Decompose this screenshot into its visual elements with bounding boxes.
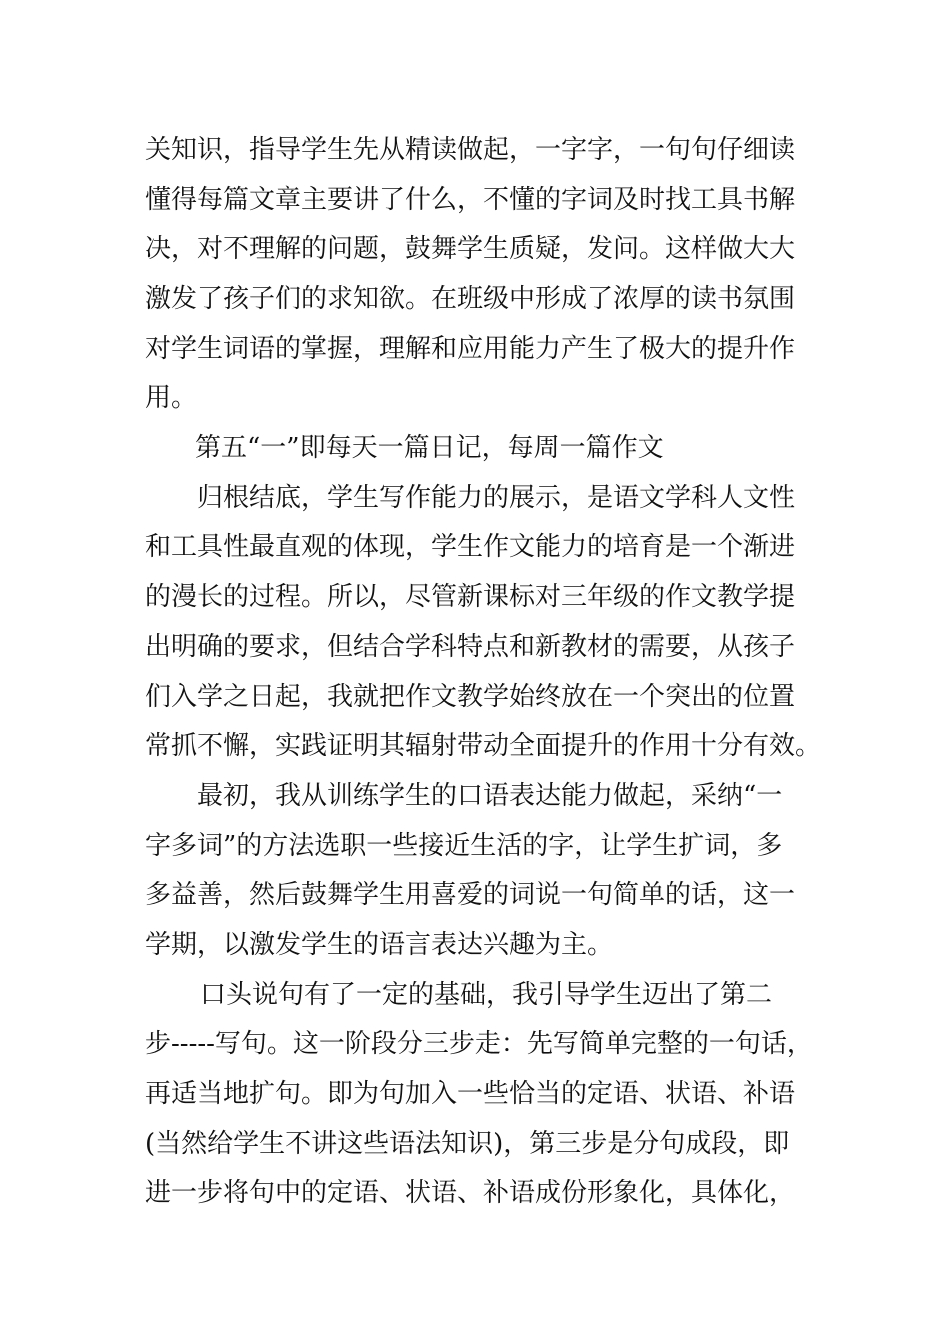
text-line: 常抓不懈，实践证明其辐射带动全面提升的作用十分有效。: [145, 731, 822, 761]
text-line: (当然给学生不讲这些语法知识)，第三步是分句成段，即: [145, 1129, 790, 1159]
text-line: 多益善，然后鼓舞学生用喜爱的词说一句简单的话，这一: [145, 880, 796, 910]
text-line: 出明确的要求，但结合学科特点和新教材的需要，从孩子: [145, 632, 796, 662]
text-line: 对学生词语的掌握，理解和应用能力产生了极大的提升作: [145, 334, 796, 364]
text-line: 用。: [145, 383, 198, 413]
text-line: 进一步将句中的定语、状语、补语成份形象化，具体化，: [145, 1178, 796, 1208]
text-line: 最初，我从训练学生的口语表达能力做起，采纳“一: [197, 781, 783, 811]
text-line: 决，对不理解的问题，鼓舞学生质疑，发问。这样做大大: [145, 234, 796, 264]
text-line: 字多词”的方法选职一些接近生活的字，让学生扩词，多: [145, 831, 783, 861]
text-line: 关知识，指导学生先从精读做起，一字字，一句句仔细读: [145, 135, 796, 165]
text-line: 再适当地扩句。即为句加入一些恰当的定语、状语、补语: [145, 1079, 796, 1109]
text-line: 懂得每篇文章主要讲了什么，不懂的字词及时找工具书解: [145, 185, 796, 215]
text-line: 口头说句有了一定的基础，我引导学生迈出了第二: [200, 980, 773, 1010]
text-line: 学期，以激发学生的语言表达兴趣为主。: [145, 930, 614, 960]
text-line: 激发了孩子们的求知欲。在班级中形成了浓厚的读书氛围: [145, 284, 796, 314]
text-line: 们入学之日起，我就把作文教学始终放在一个突出的位置: [145, 682, 796, 712]
text-line: 的漫长的过程。所以，尽管新课标对三年级的作文教学提: [145, 582, 796, 612]
section-heading: 第五“一”即每天一篇日记，每周一篇作文: [195, 433, 664, 463]
text-line: 步-----写句。这一阶段分三步走：先写简单完整的一句话，: [145, 1029, 813, 1059]
text-line: 归根结底，学生写作能力的展示，是语文学科人文性: [197, 483, 796, 513]
text-line: 和工具性最直观的体现，学生作文能力的培育是一个渐进: [145, 532, 796, 562]
